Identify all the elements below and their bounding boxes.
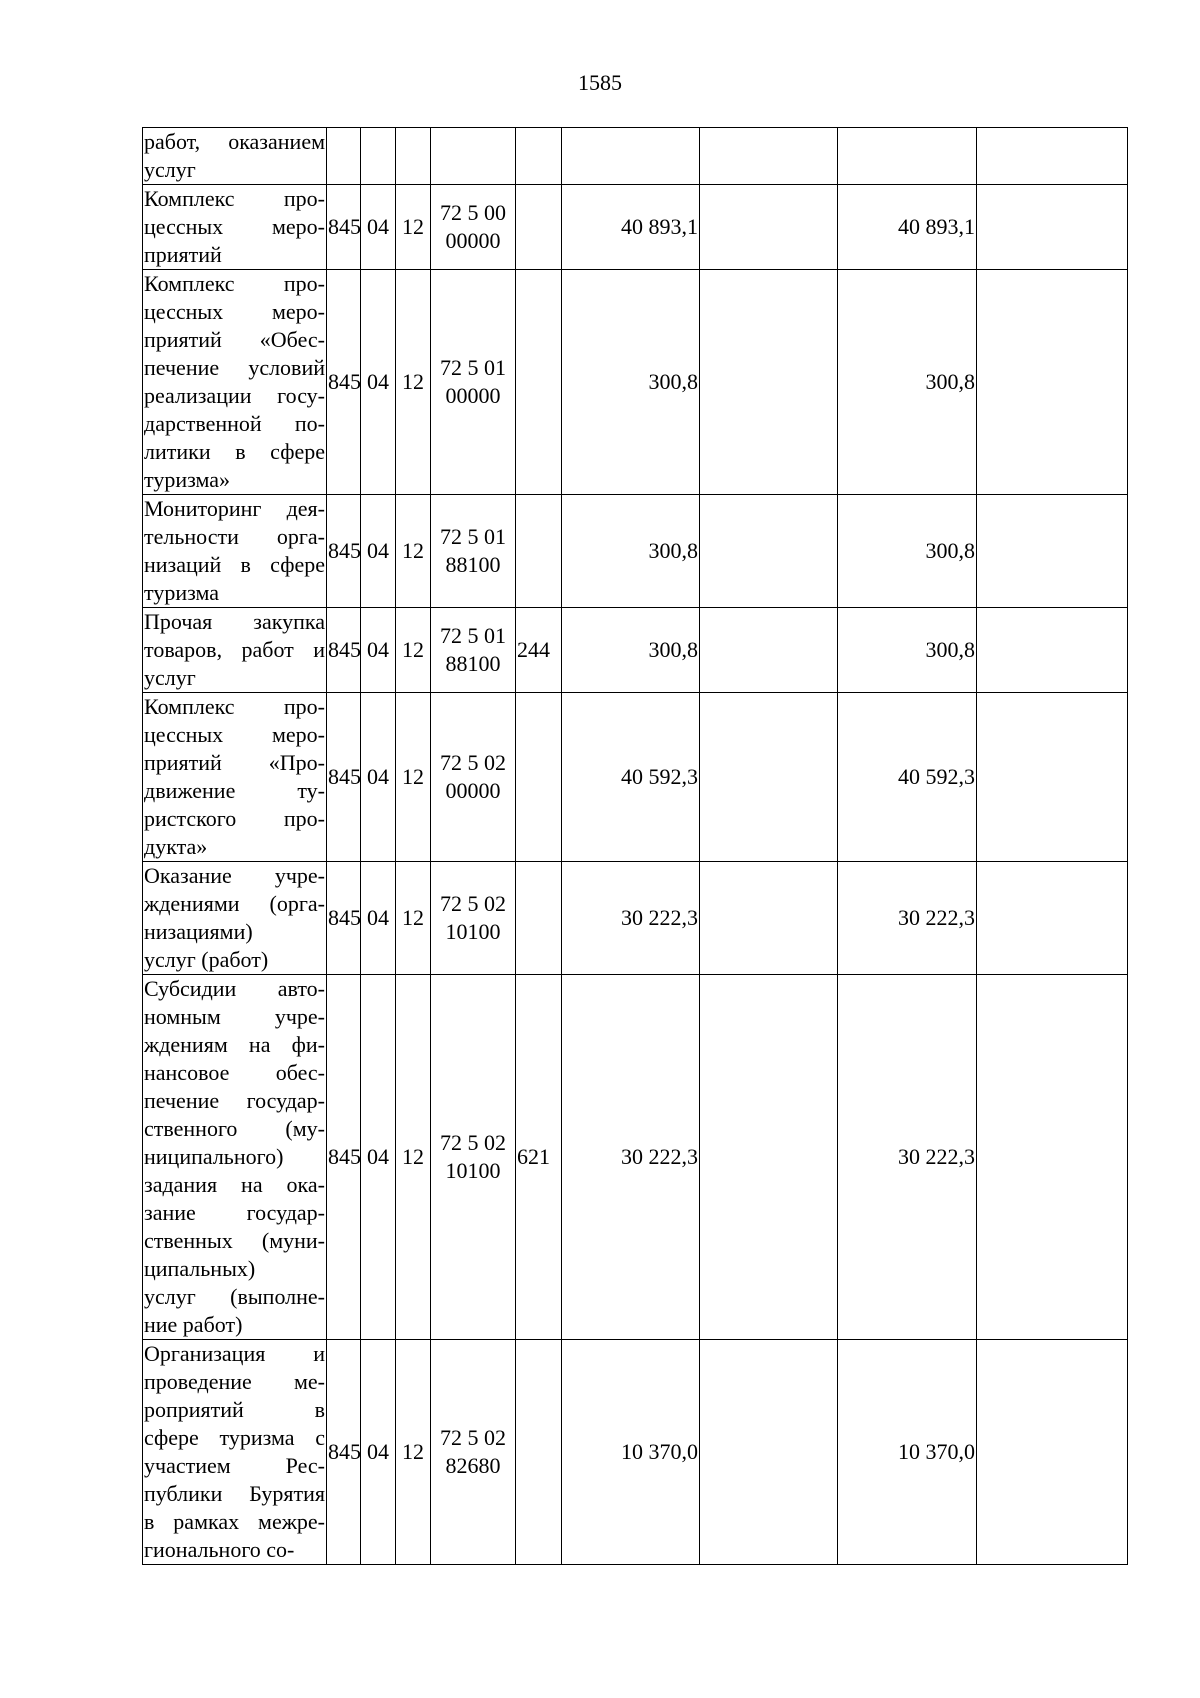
cell-line: Организация и xyxy=(144,1341,325,1366)
cell-value: 300,8 xyxy=(925,637,975,662)
cell-value: 10 370,0 xyxy=(898,1439,975,1464)
row-subsection-cell xyxy=(396,862,431,975)
cell-value: 300,8 xyxy=(925,538,975,563)
row-subsection-cell xyxy=(396,693,431,862)
cell-value: 845 xyxy=(328,214,361,239)
cell-line: 72 5 01 xyxy=(440,355,506,380)
cell-line: Субсидии авто- xyxy=(144,976,325,1001)
cell-line: ждениям на фи- xyxy=(144,1032,325,1057)
row-expense-type-cell xyxy=(516,128,562,185)
cell-line: движение ту- xyxy=(144,778,325,803)
row-sum-3-cell xyxy=(838,862,977,975)
cell-line: в рамках межре- xyxy=(144,1509,325,1534)
row-sum-1-cell xyxy=(562,495,700,608)
cell-line: Оказание учре- xyxy=(144,863,325,888)
row-sum-1-cell xyxy=(562,270,700,495)
cell-value: 04 xyxy=(367,637,389,662)
cell-line: приятий «Обес- xyxy=(144,327,325,352)
cell-line: 72 5 00 xyxy=(440,200,506,225)
row-subsection-cell xyxy=(396,185,431,270)
cell-line: Комплекс про- xyxy=(144,271,325,296)
cell-line: ристского про- xyxy=(144,806,325,831)
cell-line: цессных меро- xyxy=(144,214,325,239)
cell-line: 82680 xyxy=(445,1453,501,1478)
cell-line: 72 5 02 xyxy=(440,1130,506,1155)
cell-line: 00000 xyxy=(445,383,501,408)
row-subsection-cell xyxy=(396,608,431,693)
cell-line: туризма» xyxy=(144,467,231,492)
row-expense-type-cell xyxy=(516,608,562,693)
cell-line: Мониторинг дея- xyxy=(144,496,325,521)
row-sum-4-cell xyxy=(977,975,1128,1340)
row-ved-cell xyxy=(327,693,361,862)
cell-line: участием Рес- xyxy=(144,1453,325,1478)
row-subsection-cell xyxy=(396,975,431,1340)
row-sum-1-cell xyxy=(562,975,700,1340)
cell-line: тельности орга- xyxy=(144,524,325,549)
cell-line: приятий «Про- xyxy=(144,750,325,775)
cell-value: 30 222,3 xyxy=(621,1144,698,1169)
cell-line: зание государ- xyxy=(144,1200,325,1225)
row-target-article-cell xyxy=(431,608,516,693)
cell-value: 845 xyxy=(328,1144,361,1169)
cell-value: 04 xyxy=(367,538,389,563)
row-sum-3-cell xyxy=(838,185,977,270)
cell-value: 30 222,3 xyxy=(621,905,698,930)
cell-line: ниципального) xyxy=(144,1144,284,1169)
row-ved-cell xyxy=(327,270,361,495)
cell-line: услуг xyxy=(144,157,196,182)
cell-value: 845 xyxy=(328,369,361,394)
table-row xyxy=(143,693,1128,862)
row-expense-type-cell xyxy=(516,495,562,608)
page-number: 1585 xyxy=(578,70,622,95)
row-sum-1-cell xyxy=(562,693,700,862)
row-expense-type-cell xyxy=(516,975,562,1340)
budget-table xyxy=(142,127,1128,1565)
row-sum-4-cell xyxy=(977,270,1128,495)
row-name-cell xyxy=(143,608,327,693)
cell-line: нансовое обес- xyxy=(144,1060,325,1085)
row-name-cell xyxy=(143,693,327,862)
cell-line: публики Бурятия xyxy=(144,1481,325,1506)
cell-line: 00000 xyxy=(445,228,501,253)
row-sum-2-cell xyxy=(700,495,838,608)
cell-value: 04 xyxy=(367,1439,389,1464)
row-ved-cell xyxy=(327,495,361,608)
row-sum-4-cell xyxy=(977,693,1128,862)
row-sum-4-cell xyxy=(977,862,1128,975)
row-subsection-cell xyxy=(396,128,431,185)
row-subsection-cell xyxy=(396,1340,431,1565)
row-name-cell xyxy=(143,975,327,1340)
cell-line: гионального со- xyxy=(144,1537,295,1562)
row-name-cell xyxy=(143,495,327,608)
cell-value: 845 xyxy=(328,637,361,662)
cell-line: туризма xyxy=(144,580,220,605)
table-row xyxy=(143,975,1128,1340)
cell-line: ственного (му- xyxy=(144,1116,325,1141)
cell-value: 12 xyxy=(402,637,424,662)
row-sum-2-cell xyxy=(700,128,838,185)
row-sum-2-cell xyxy=(700,975,838,1340)
cell-line: услуг (выполне- xyxy=(144,1284,325,1309)
cell-line: 72 5 01 xyxy=(440,623,506,648)
row-ved-cell xyxy=(327,975,361,1340)
cell-line: ственных (муни- xyxy=(144,1228,325,1253)
row-target-article-cell xyxy=(431,693,516,862)
cell-line: услуг (работ) xyxy=(144,947,269,972)
row-sum-3-cell xyxy=(838,975,977,1340)
cell-line: дарственной по- xyxy=(144,411,325,436)
cell-value: 12 xyxy=(402,214,424,239)
cell-line: 10100 xyxy=(445,919,501,944)
row-section-cell xyxy=(361,693,396,862)
table-row xyxy=(143,270,1128,495)
row-sum-3-cell xyxy=(838,693,977,862)
row-section-cell xyxy=(361,128,396,185)
row-ved-cell xyxy=(327,862,361,975)
cell-line: 72 5 02 xyxy=(440,750,506,775)
cell-line: печение государ- xyxy=(144,1088,325,1113)
cell-line: 72 5 02 xyxy=(440,1425,506,1450)
row-expense-type-cell xyxy=(516,693,562,862)
row-ved-cell xyxy=(327,185,361,270)
cell-value: 04 xyxy=(367,369,389,394)
cell-line: 72 5 02 xyxy=(440,891,506,916)
row-sum-1-cell xyxy=(562,608,700,693)
row-target-article-cell xyxy=(431,495,516,608)
cell-line: низациями) xyxy=(144,919,253,944)
row-sum-3-cell xyxy=(838,128,977,185)
row-sum-2-cell xyxy=(700,862,838,975)
table-row xyxy=(143,185,1128,270)
row-sum-2-cell xyxy=(700,693,838,862)
table-row xyxy=(143,128,1128,185)
cell-line: печение условий xyxy=(144,355,325,380)
row-target-article-cell xyxy=(431,862,516,975)
cell-line: Прочая закупка xyxy=(144,609,325,634)
cell-value: 621 xyxy=(517,1144,550,1169)
row-name-cell xyxy=(143,1340,327,1565)
cell-line: товаров, работ и xyxy=(144,637,325,662)
cell-line: низаций в сфере xyxy=(144,552,325,577)
row-expense-type-cell xyxy=(516,270,562,495)
cell-line: дукта» xyxy=(144,834,208,859)
cell-value: 12 xyxy=(402,369,424,394)
cell-line: сфере туризма с xyxy=(144,1425,325,1450)
cell-line: литики в сфере xyxy=(144,439,325,464)
row-ved-cell xyxy=(327,608,361,693)
row-sum-3-cell xyxy=(838,1340,977,1565)
cell-line: номным учре- xyxy=(144,1004,325,1029)
row-target-article-cell xyxy=(431,1340,516,1565)
row-target-article-cell xyxy=(431,185,516,270)
row-sum-2-cell xyxy=(700,185,838,270)
cell-line: задания на ока- xyxy=(144,1172,325,1197)
table-row xyxy=(143,608,1128,693)
cell-line: 10100 xyxy=(445,1158,501,1183)
row-sum-2-cell xyxy=(700,1340,838,1565)
row-sum-1-cell xyxy=(562,128,700,185)
cell-value: 30 222,3 xyxy=(898,905,975,930)
row-section-cell xyxy=(361,495,396,608)
row-subsection-cell xyxy=(396,495,431,608)
cell-value: 244 xyxy=(517,637,550,662)
cell-value: 300,8 xyxy=(648,637,698,662)
row-sum-4-cell xyxy=(977,1340,1128,1565)
row-name-cell xyxy=(143,128,327,185)
row-target-article-cell xyxy=(431,270,516,495)
cell-value: 845 xyxy=(328,538,361,563)
row-name-cell xyxy=(143,270,327,495)
row-section-cell xyxy=(361,975,396,1340)
row-expense-type-cell xyxy=(516,185,562,270)
cell-value: 04 xyxy=(367,1144,389,1169)
row-sum-4-cell xyxy=(977,495,1128,608)
cell-value: 40 893,1 xyxy=(898,214,975,239)
cell-value: 12 xyxy=(402,538,424,563)
cell-value: 40 893,1 xyxy=(621,214,698,239)
cell-value: 12 xyxy=(402,905,424,930)
cell-line: 88100 xyxy=(445,651,501,676)
table-row xyxy=(143,1340,1128,1565)
cell-value: 04 xyxy=(367,905,389,930)
cell-line: реализации госу- xyxy=(144,383,325,408)
row-target-article-cell xyxy=(431,975,516,1340)
row-section-cell xyxy=(361,270,396,495)
cell-value: 300,8 xyxy=(925,369,975,394)
cell-line: проведение ме- xyxy=(144,1369,325,1394)
cell-value: 04 xyxy=(367,764,389,789)
row-sum-1-cell xyxy=(562,185,700,270)
row-sum-1-cell xyxy=(562,1340,700,1565)
row-expense-type-cell xyxy=(516,862,562,975)
cell-line: цессных меро- xyxy=(144,299,325,324)
cell-line: 72 5 01 xyxy=(440,524,506,549)
cell-line: 00000 xyxy=(445,778,501,803)
cell-line: цессных меро- xyxy=(144,722,325,747)
table-row xyxy=(143,862,1128,975)
cell-value: 10 370,0 xyxy=(621,1439,698,1464)
cell-line: услуг xyxy=(144,665,196,690)
row-subsection-cell xyxy=(396,270,431,495)
table-row xyxy=(143,495,1128,608)
cell-line: ние работ) xyxy=(144,1312,243,1337)
row-target-article-cell xyxy=(431,128,516,185)
cell-value: 845 xyxy=(328,1439,361,1464)
cell-value: 300,8 xyxy=(648,369,698,394)
row-section-cell xyxy=(361,1340,396,1565)
row-sum-3-cell xyxy=(838,270,977,495)
cell-value: 30 222,3 xyxy=(898,1144,975,1169)
cell-value: 12 xyxy=(402,764,424,789)
cell-value: 300,8 xyxy=(648,538,698,563)
row-ved-cell xyxy=(327,128,361,185)
cell-line: приятий xyxy=(144,242,222,267)
cell-value: 12 xyxy=(402,1144,424,1169)
row-ved-cell xyxy=(327,1340,361,1565)
row-sum-3-cell xyxy=(838,608,977,693)
cell-line: Комплекс про- xyxy=(144,694,325,719)
cell-line: ждениями (орга- xyxy=(144,891,325,916)
row-expense-type-cell xyxy=(516,1340,562,1565)
cell-line: работ, оказанием xyxy=(144,129,325,154)
cell-value: 845 xyxy=(328,764,361,789)
row-sum-1-cell xyxy=(562,862,700,975)
cell-value: 12 xyxy=(402,1439,424,1464)
row-section-cell xyxy=(361,608,396,693)
cell-value: 40 592,3 xyxy=(621,764,698,789)
row-section-cell xyxy=(361,862,396,975)
row-sum-4-cell xyxy=(977,185,1128,270)
cell-line: Комплекс про- xyxy=(144,186,325,211)
cell-line: 88100 xyxy=(445,552,501,577)
cell-line: ципальных) xyxy=(144,1256,256,1281)
row-sum-3-cell xyxy=(838,495,977,608)
row-sum-2-cell xyxy=(700,270,838,495)
row-sum-2-cell xyxy=(700,608,838,693)
row-name-cell xyxy=(143,185,327,270)
row-sum-4-cell xyxy=(977,608,1128,693)
cell-line: роприятий в xyxy=(144,1397,325,1422)
cell-value: 04 xyxy=(367,214,389,239)
cell-value: 40 592,3 xyxy=(898,764,975,789)
row-sum-4-cell xyxy=(977,128,1128,185)
row-section-cell xyxy=(361,185,396,270)
row-name-cell xyxy=(143,862,327,975)
cell-value: 845 xyxy=(328,905,361,930)
